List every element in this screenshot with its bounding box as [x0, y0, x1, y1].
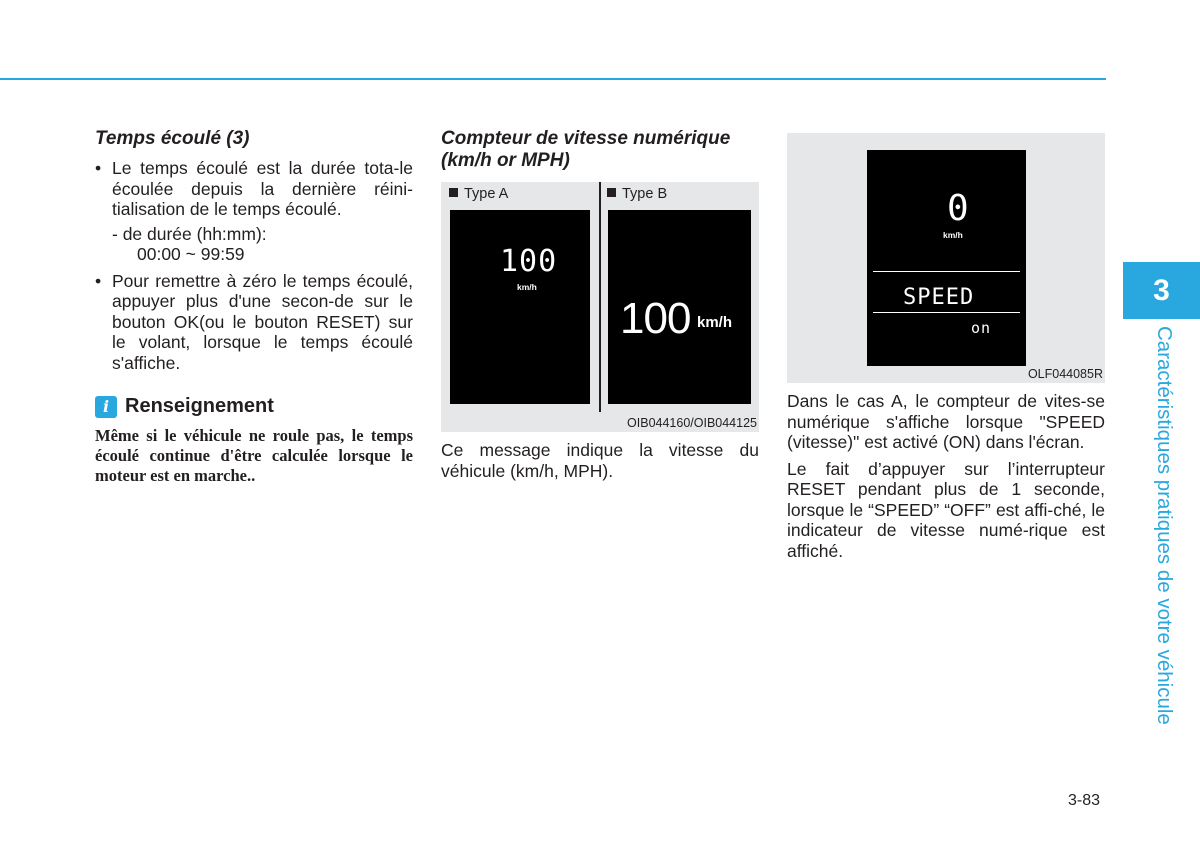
chapter-title: Caractéristiques pratiques de votre véhicule [1153, 326, 1176, 725]
info-heading [95, 395, 413, 418]
bullet-item [95, 271, 413, 374]
column-middle [441, 128, 759, 481]
bullet-item [95, 158, 413, 220]
sub-item [95, 224, 413, 265]
square-bullet-icon [607, 188, 616, 197]
bullet-text: Le temps écoulé est la durée tota-le écoulée depuis la dernière réini-tialisation de le temps écoulé. [112, 158, 413, 219]
top-rule [0, 78, 1106, 80]
square-bullet-icon [449, 188, 458, 197]
speedometer-description: Ce message indique la vitesse du véhicule (km/h, MPH). [441, 440, 759, 481]
menu-speed-label: SPEED [903, 285, 975, 310]
info-body: Même si le véhicule ne roule pas, le temps écoulé continue d'être calculée lorsque le moteur est en marche.. [95, 426, 413, 485]
menu-state-value: on [971, 319, 992, 337]
type-a-speed-value: 100 [500, 244, 558, 279]
bullet-text: Pour remettre à zéro le temps écoulé, appuyer plus d'une secon-de sur le bouton OK(ou le bouton RESET) sur le volant, lorsque le temps écoulé s'affiche. [112, 270, 413, 373]
section-heading-elapsed-time: Temps écoulé (3) [95, 128, 250, 149]
column-left [95, 128, 413, 486]
type-a-label: Type A [449, 186, 508, 202]
column-right [787, 133, 1105, 567]
bullet-dot: • [95, 270, 102, 291]
type-b-label: Type B [607, 186, 667, 202]
settings-screen [867, 150, 1026, 366]
info-icon: i [95, 396, 117, 418]
menu-rule-bottom [873, 312, 1020, 313]
speed-value: 0 [947, 188, 970, 229]
type-b-speed-value: 100 [620, 294, 691, 343]
figure-speed-setting [787, 133, 1105, 383]
page-number: 3-83 [1068, 792, 1101, 809]
section-heading-digital-speedometer: Compteur de vitesse numérique (km/h or MPH) [441, 128, 731, 171]
info-title: Renseignement [125, 395, 274, 417]
speed-unit: km/h [943, 230, 963, 240]
figure-code: OLF044085R [1027, 367, 1103, 381]
sub-item-range: 00:00 ~ 99:59 [137, 244, 245, 264]
menu-rule-top [873, 271, 1020, 272]
type-b-speed-unit: km/h [697, 314, 733, 331]
type-a-screen [450, 210, 590, 404]
figure-divider [599, 182, 601, 412]
chapter-number-tab: 3 [1123, 262, 1200, 319]
type-b-screen [608, 210, 751, 404]
bullet-dot: • [95, 158, 102, 178]
figure-speedometer-types [441, 182, 759, 432]
paragraph-case-a: Dans le cas A, le compteur de vites-se numérique s'affiche lorsque "SPEED (vitesse)" est activé (ON) dans l'écran. [787, 391, 1105, 452]
figure-code: OIB044160/OIB044125 [627, 416, 757, 430]
paragraph-reset: Le fait d’appuyer sur l’interrupteur RESET pendant plus de 1 seconde, lorsque le “SPEED” “OFF” est affi-ché, le indicateur de vitesse numé-rique est affiché. [787, 458, 1105, 561]
type-a-speed-unit: km/h [517, 282, 537, 292]
sub-item-label: - de durée (hh:mm): [112, 223, 267, 244]
